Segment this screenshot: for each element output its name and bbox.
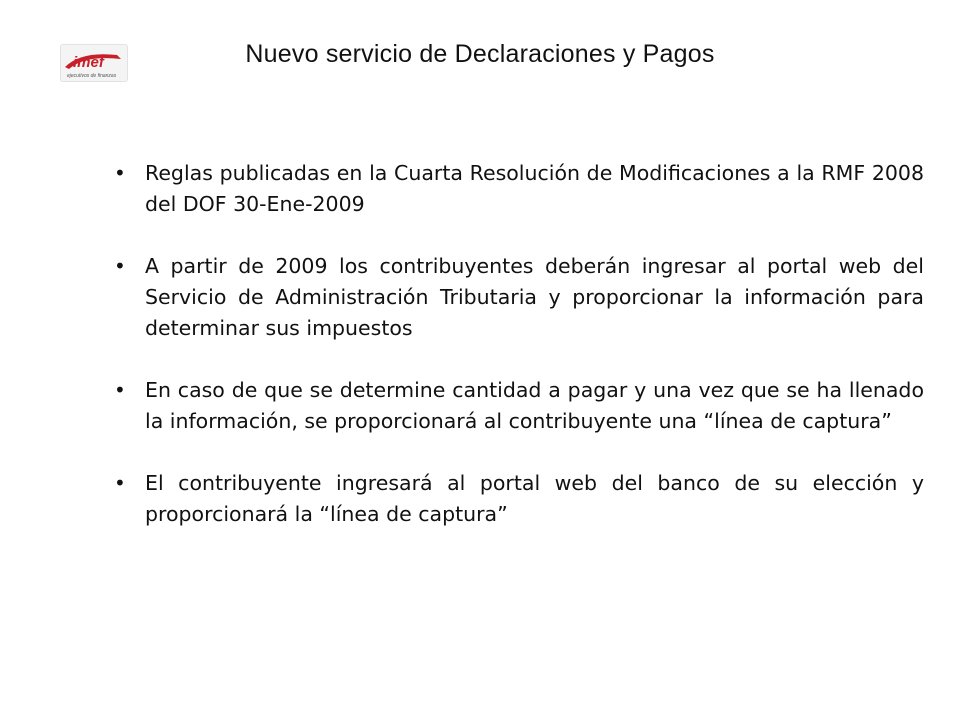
bullet-text: En caso de que se determine cantidad a pagar y una vez que se ha llenado la información, se proporcionará al contribuyente una “línea de captura” bbox=[145, 378, 924, 433]
bullet-text: El contribuyente ingresará al portal web del banco de su elección y proporcionará la “línea de captura” bbox=[145, 471, 924, 526]
bullet-list bbox=[112, 158, 924, 561]
logo-tagline: ejecutivos de finanzas bbox=[67, 73, 117, 79]
bullet-item bbox=[112, 375, 924, 437]
bullet-item bbox=[112, 468, 924, 530]
bullet-item bbox=[112, 158, 924, 220]
bullet-dot-icon: • bbox=[114, 161, 126, 185]
bullet-dot-icon: • bbox=[114, 471, 126, 495]
slide-title: Nuevo servicio de Declaraciones y Pagos bbox=[245, 40, 715, 68]
bullet-dot-icon: • bbox=[114, 378, 126, 402]
bullet-dot-icon: • bbox=[114, 254, 126, 278]
bullet-text: A partir de 2009 los contribuyentes deberán ingresar al portal web del Servicio de Administración Tributaria y proporcionar la información para determinar sus impuestos bbox=[145, 254, 924, 340]
logo-wordmark: imef bbox=[73, 54, 104, 71]
bullet-item bbox=[112, 251, 924, 344]
bullet-text: Reglas publicadas en la Cuarta Resolución de Modificaciones a la RMF 2008 del DOF 30-Ene-2009 bbox=[145, 161, 924, 216]
